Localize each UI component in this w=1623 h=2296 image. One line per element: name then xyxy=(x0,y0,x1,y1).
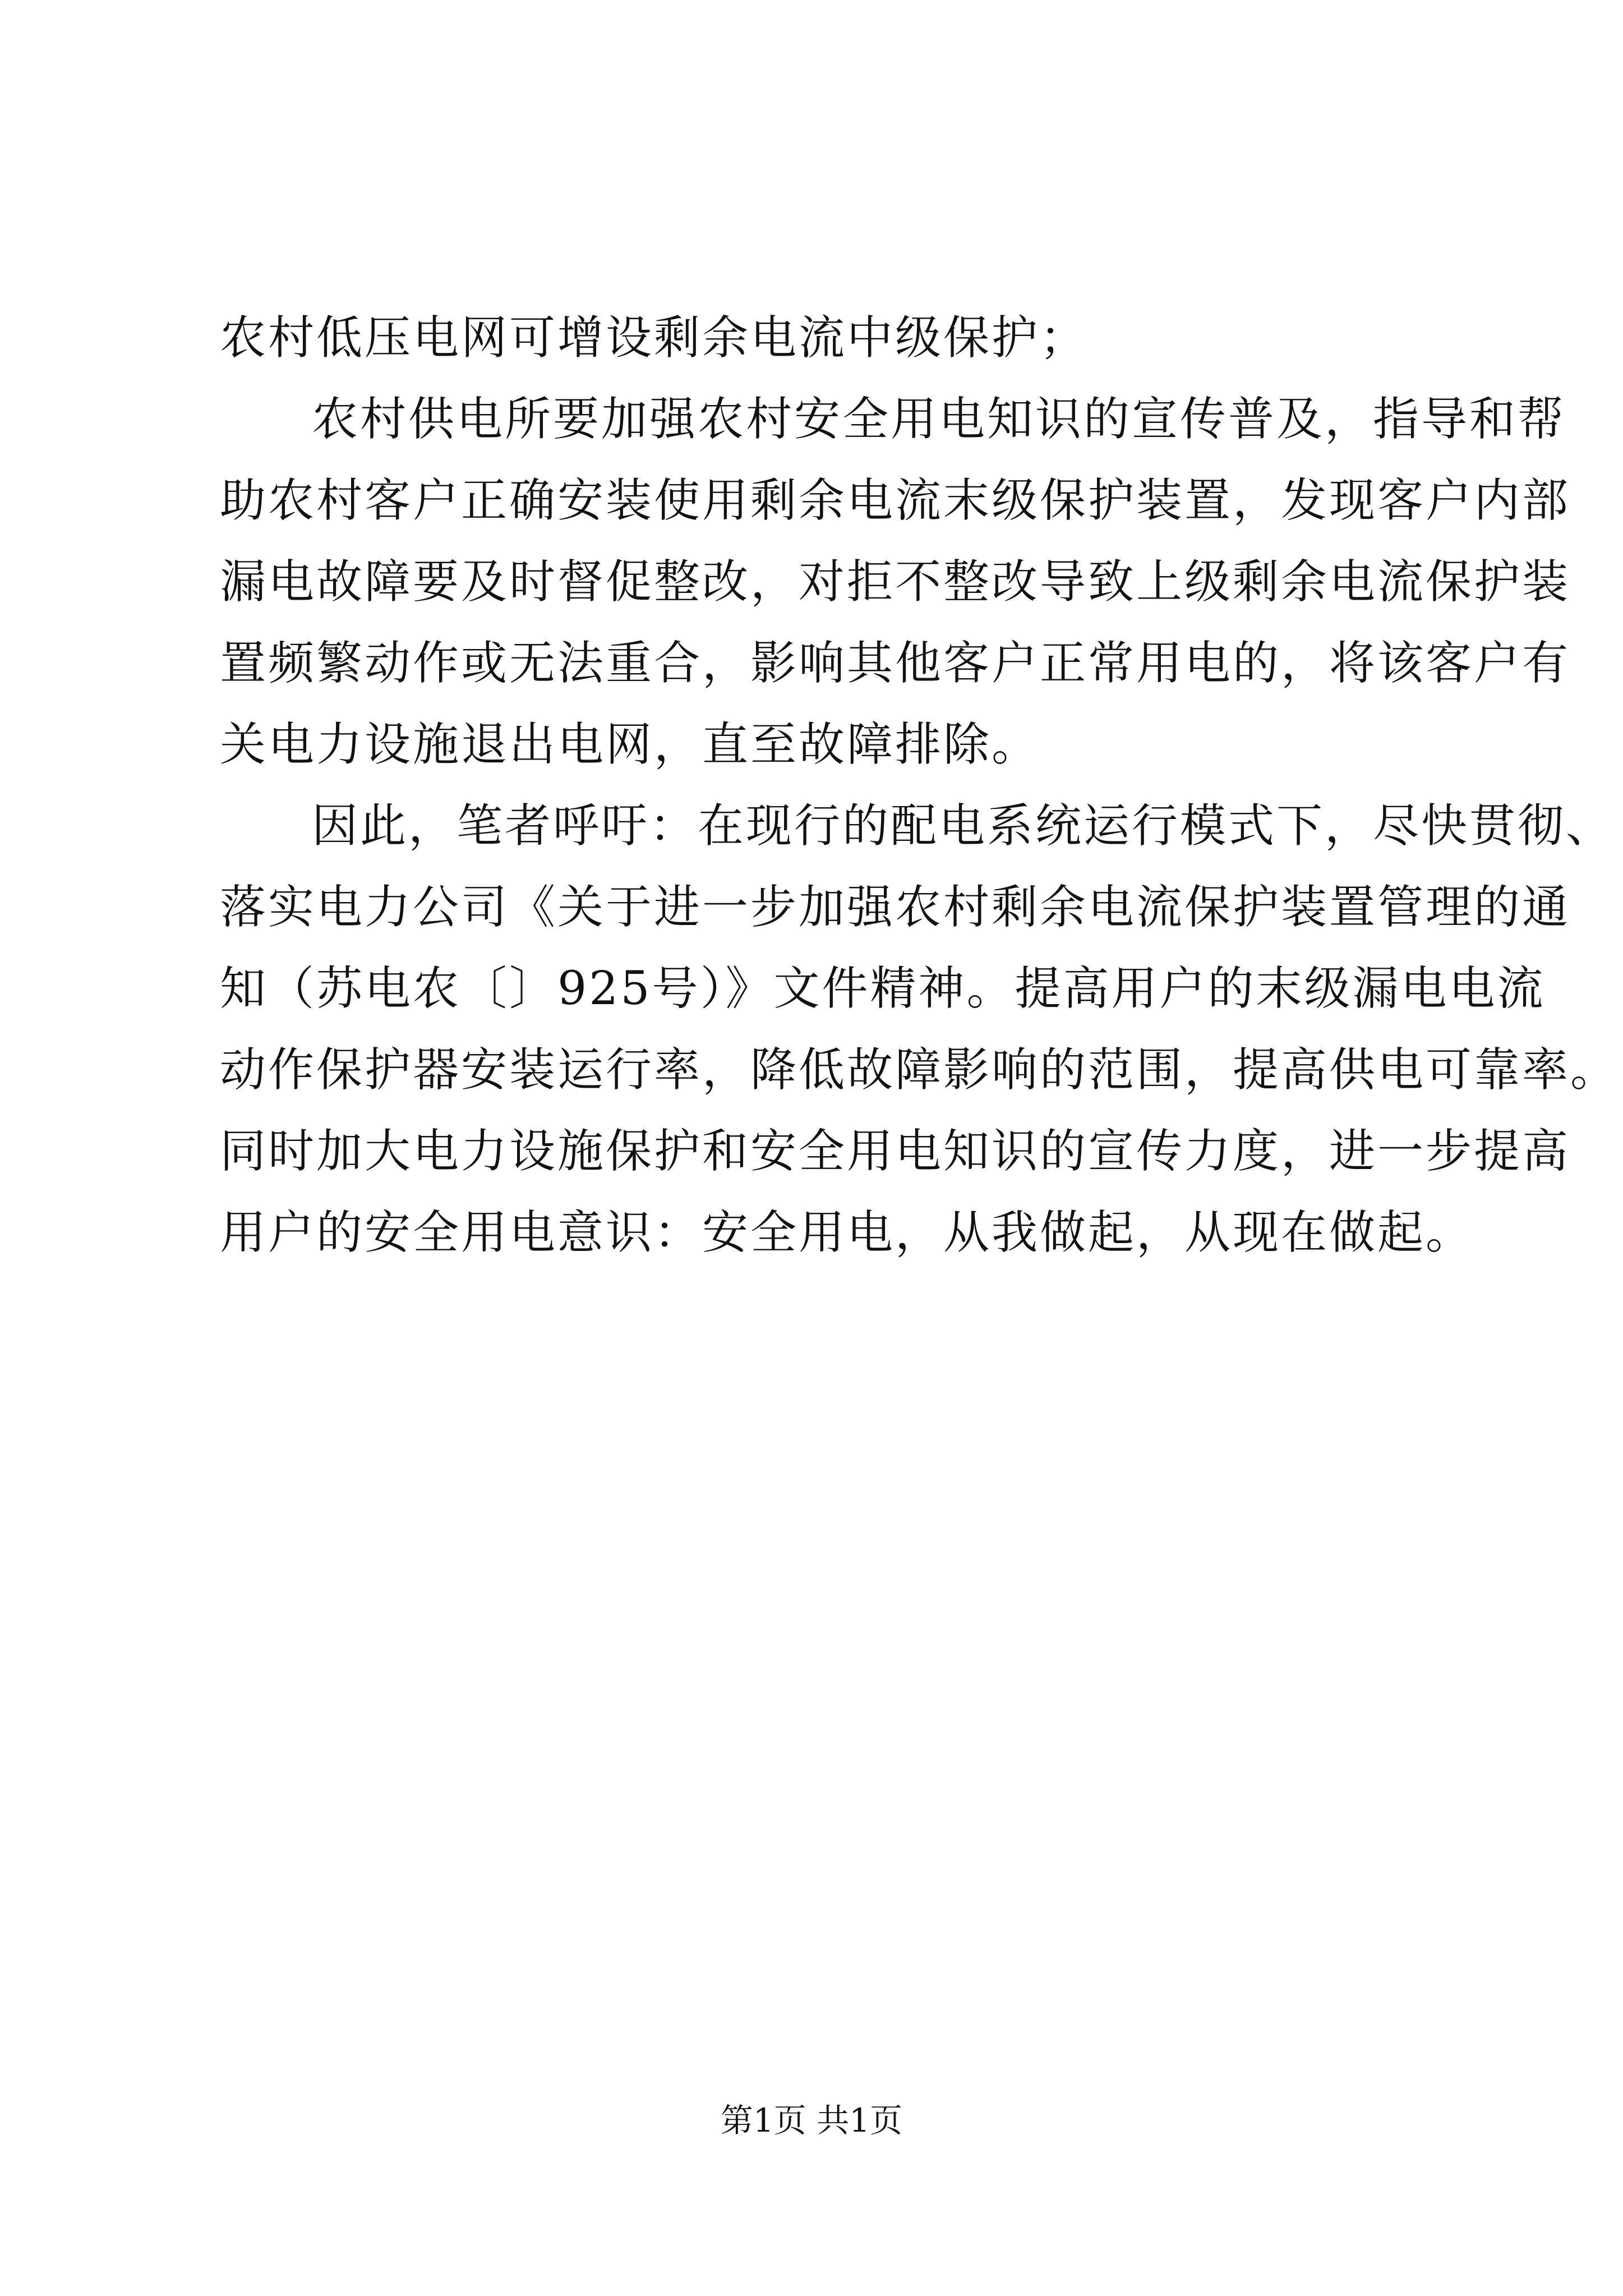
text-line: 置频繁动作或无法重合，影响其他客户正常用电的，将该客户有 xyxy=(220,637,1571,690)
text-line: 漏电故障要及时督促整改，对拒不整改导致上级剩余电流保护装 xyxy=(220,555,1571,609)
page-number-label: 第1页 共1页 xyxy=(720,2101,903,2139)
text-line: 助农村客户正确安装使用剩余电流末级保护装置，发现客户内部 xyxy=(220,474,1571,527)
document-body xyxy=(220,297,1619,1273)
text-line: 同时加大电力设施保护和安全用电知识的宣传力度，进一步提高 xyxy=(220,1125,1571,1178)
page-footer xyxy=(0,2101,1623,2140)
text-line: 关电力设施退出电网，直至故障排除。 xyxy=(220,718,1040,771)
text-line: 农村低压电网可增设剩余电流中级保护； xyxy=(220,311,1089,365)
text-line: 因此，笔者呼吁：在现行的配电系统运行模式下，尽快贯彻、 xyxy=(312,799,1615,853)
text-line: 动作保护器安装运行率，降低故障影响的范围，提高供电可靠率。 xyxy=(220,1043,1619,1097)
text-line: 落实电力公司《关于进一步加强农村剩余电流保护装置管理的通 xyxy=(220,881,1571,934)
text-line: 农村供电所要加强农村安全用电知识的宣传普及，指导和帮 xyxy=(312,393,1566,446)
text-line: 用户的安全用电意识：安全用电，从我做起，从现在做起。 xyxy=(220,1206,1474,1259)
text-line: 知（苏电农〔〕925号）》文件精神。提高用户的末级漏电电流 xyxy=(220,962,1546,1015)
